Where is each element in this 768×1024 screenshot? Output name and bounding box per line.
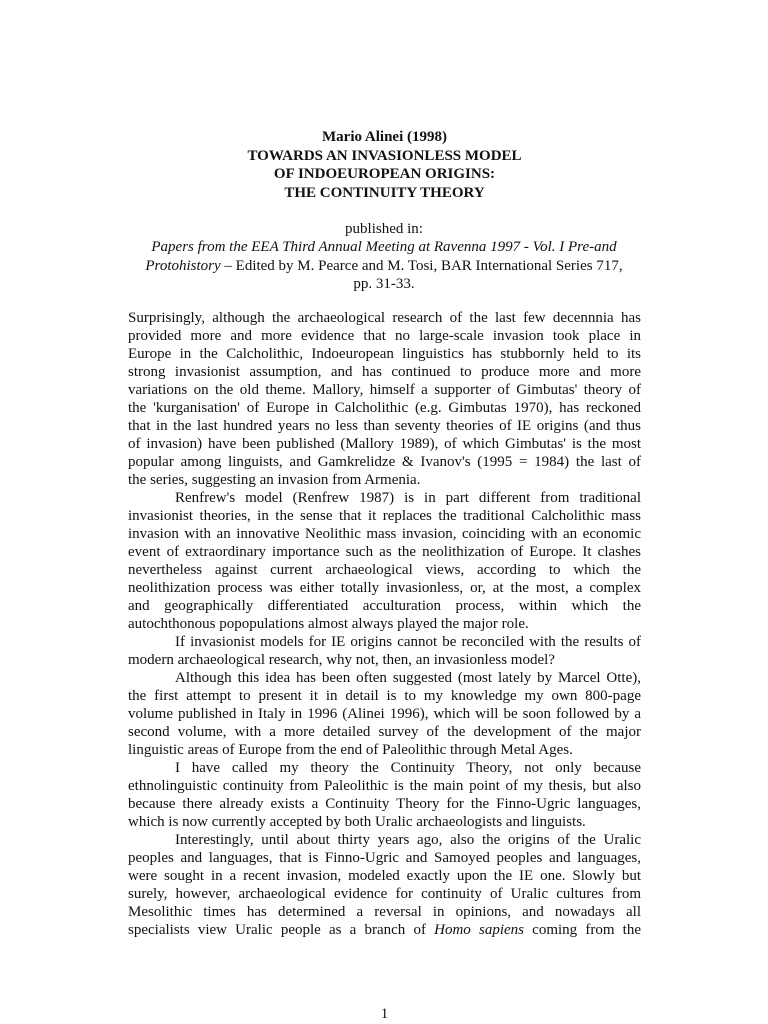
text-line: event of extraordinary importance such as the neolithization of Europe. It clashes <box>128 544 641 560</box>
text-line <box>128 921 641 939</box>
text-line: second volume, with a more detailed survey of the development of the major <box>128 724 641 740</box>
body-text <box>128 309 641 939</box>
text-line: invasion with an innovative Neolithic mass invasion, coinciding with an economic <box>128 526 641 542</box>
text-line: Surprisingly, although the archaeological research of the last few decennnia has <box>128 310 641 326</box>
text-line: autochthonous popopulations almost always played the major role. <box>128 616 529 632</box>
text-line: popular among linguists, and Gamkrelidze & Ivanov's (1995 = 1984) the last of <box>128 454 641 470</box>
text-line: variations on the old theme. Mallory, himself a supporter of Gimbutas' theory of <box>128 382 641 398</box>
italic-term: Homo sapiens <box>434 922 524 938</box>
text-line: the 'kurganisation' of Europe in Calcholithic (e.g. Gimbutas 1970), has reckoned <box>128 400 641 416</box>
text-line: Renfrew's model (Renfrew 1987) is in part different from traditional <box>175 490 641 506</box>
text-line: ethnolinguistic continuity from Paleolithic is the main point of my thesis, but also <box>128 778 641 794</box>
text-line: were sought in a recent invasion, modeled exactly upon the IE one. Slowly but <box>128 868 641 884</box>
body-paragraph <box>128 759 641 831</box>
publication-label: published in: <box>345 220 423 237</box>
publication-pages: pp. 31-33. <box>353 276 415 292</box>
text-line: the series, suggesting an invasion from Armenia. <box>128 472 421 488</box>
title-line: OF INDOEUROPEAN ORIGINS: <box>273 166 496 182</box>
text-line: I have called my theory the Continuity Theory, not only because <box>175 760 641 776</box>
text-line: Interestingly, until about thirty years ago, also the origins of the Uralic <box>175 832 641 848</box>
publication-info <box>64 220 704 294</box>
page-number: 1 <box>380 1006 389 1022</box>
publication-editors: – Edited by M. Pearce and M. Tosi, BAR International Series 717, <box>220 257 623 274</box>
text-line: volume published in Italy in 1996 (Alinei 1996), which will be soon followed by a <box>128 706 641 722</box>
text-line: the first attempt to present it in detail is to my knowledge my own 800-page <box>128 688 641 704</box>
publication-title: Papers from the EEA Third Annual Meeting at Ravenna 1997 - Vol. I Pre-and <box>151 239 617 255</box>
text-segment: coming from the <box>523 922 641 938</box>
body-paragraph <box>128 489 641 633</box>
text-line: invasionist theories, in the sense that it replaces the traditional Calcholithic mass <box>128 508 641 524</box>
body-paragraph <box>128 831 641 939</box>
text-line: nevertheless against current archaeological views, according to which the <box>128 562 641 578</box>
text-line: If invasionist models for IE origins cannot be reconciled with the results of <box>175 634 641 650</box>
text-segment: specialists view Uralic people as a branch of <box>128 922 435 938</box>
body-paragraph <box>128 309 641 489</box>
body-paragraph <box>128 633 641 669</box>
text-line: of invasion) have been published (Mallory 1989), of which Gimbutas' is the most <box>128 436 641 452</box>
text-line: peoples and languages, that is Finno-Ugric and Samoyed peoples and languages, <box>128 850 641 866</box>
text-line: modern archaeological research, why not, then, an invasionless model? <box>128 652 555 668</box>
author-year: Mario Alinei (1998) <box>322 129 447 145</box>
text-line: that in the last hundred years no less than seventy theories of IE origins (and thus <box>128 418 641 434</box>
text-line: strong invasionist assumption, and has continued to produce more and more <box>128 364 641 380</box>
body-paragraph <box>128 669 641 759</box>
text-line: Although this idea has been often suggested (most lately by Marcel Otte), <box>175 670 641 686</box>
document-title-block <box>128 128 641 202</box>
text-line: Mesolithic times has determined a reversal in opinions, and nowadays all <box>128 904 641 920</box>
text-line: neolithization process was either totally invasionless, or, at the most, a complex <box>128 580 641 596</box>
text-line: because there already exists a Continuity Theory for the Finno-Ugric languages, <box>128 796 641 812</box>
title-line: TOWARDS AN INVASIONLESS MODEL <box>247 147 522 164</box>
text-line: linguistic areas of Europe from the end of Paleolithic through Metal Ages. <box>128 742 573 758</box>
text-line: and geographically differentiated acculturation process, within which the <box>128 598 641 614</box>
publication-source-line <box>64 238 704 257</box>
text-line: provided more and more evidence that no large-scale invasion took place in <box>128 328 641 344</box>
publication-source-line <box>64 257 704 276</box>
publication-title: Protohistory <box>145 257 221 274</box>
title-line: THE CONTINUITY THEORY <box>284 184 485 201</box>
text-line: Europe in the Calcholithic, Indoeuropean linguistics has stubbornly held to its <box>128 346 641 362</box>
text-line: which is now currently accepted by both Uralic archaeologists and linguists. <box>128 814 586 830</box>
text-line: surely, however, archaeological evidence for continuity of Uralic cultures from <box>128 886 641 902</box>
